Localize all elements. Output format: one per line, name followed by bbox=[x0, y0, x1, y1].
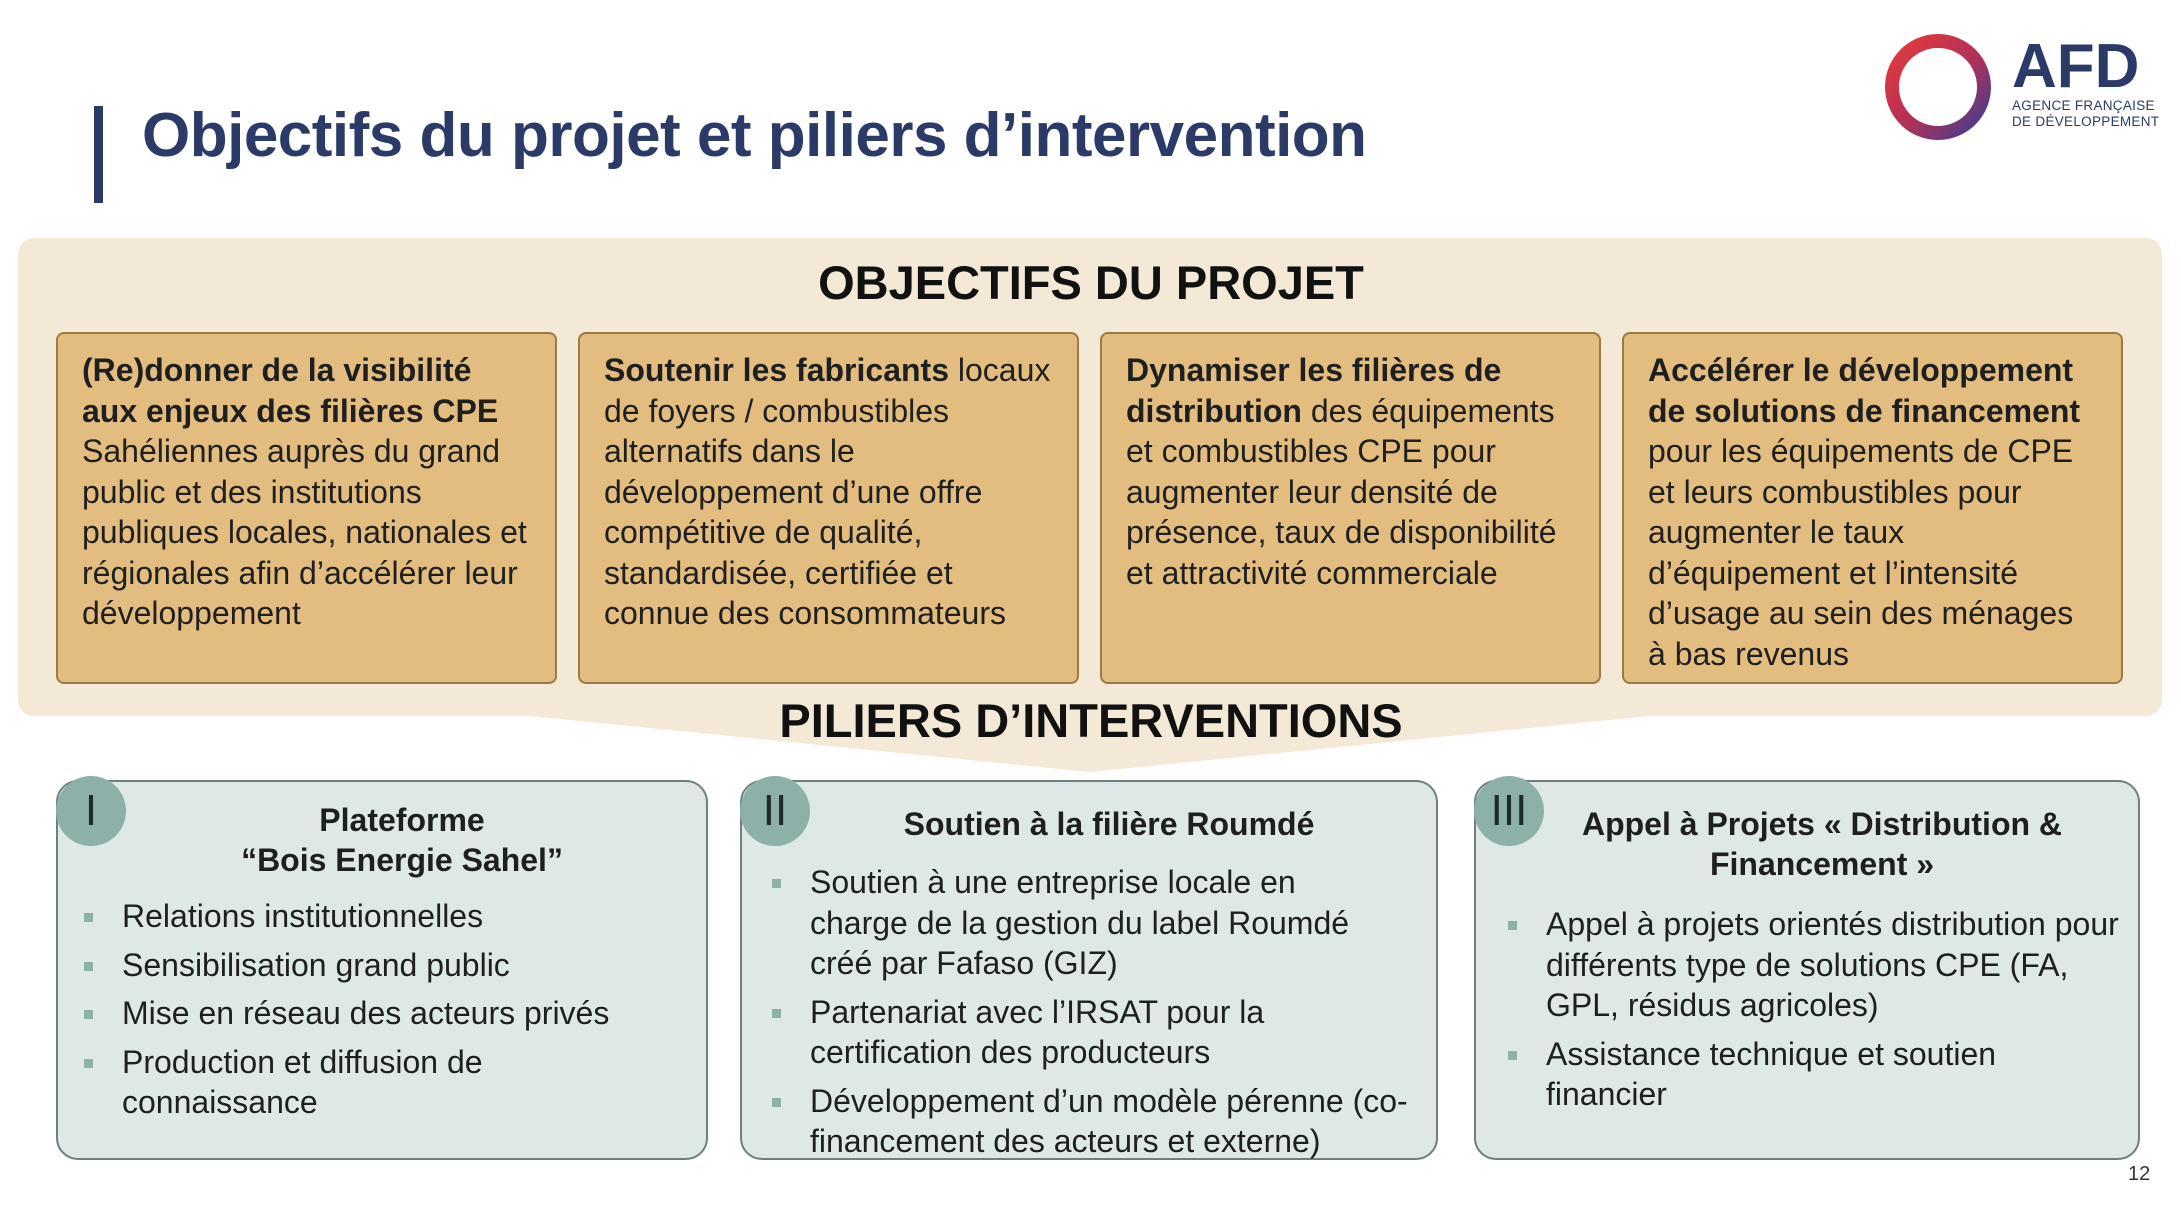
objectives-heading: OBJECTIFS DU PROJET bbox=[818, 256, 1364, 309]
pillar-3-number: III bbox=[1474, 776, 1544, 846]
list-item: Sensibilisation grand public bbox=[84, 945, 684, 986]
afd-logo bbox=[1880, 30, 2170, 145]
pillar-card-2 bbox=[740, 780, 1438, 1160]
pillar-3-list bbox=[1508, 904, 2128, 1123]
objective-2-text: locaux de foyers / combustibles alternatifs dans le développement d’une offre compétitive de qualité, standardisée, certifiée et connue des consommateurs bbox=[604, 352, 1051, 631]
pillar-1-title bbox=[118, 800, 686, 880]
afd-ring-icon bbox=[1880, 30, 2000, 145]
logo-name: AFD bbox=[2012, 32, 2140, 101]
pillar-1-title-line2: “Bois Energie Sahel” bbox=[241, 842, 563, 878]
objective-3-text: des équipements et combustibles CPE pour augmenter leur densité de présence, taux de disponibilité et attractivité commerciale bbox=[1126, 392, 1557, 591]
pillar-2-title bbox=[802, 804, 1416, 844]
title-accent-bar bbox=[94, 106, 103, 203]
list-item: Partenariat avec l’IRSAT pour la certification des producteurs bbox=[772, 992, 1370, 1073]
objective-1-text: Sahéliennes auprès du grand public et des institutions publiques locales, nationales et régionales afin d’accélérer leur développement bbox=[82, 433, 527, 631]
objective-3-bold: Dynamiser les filières de distribution bbox=[1126, 352, 1502, 429]
pillars-heading: PILIERS D’INTERVENTIONS bbox=[779, 694, 1403, 747]
list-item: Production et diffusion de connaissance bbox=[84, 1042, 542, 1123]
logo-subtitle-2: DE DÉVELOPPEMENT bbox=[2012, 114, 2160, 129]
list-item: Soutien à une entreprise locale en charge de la gestion du label Roumdé créé par Fafaso (GIZ) bbox=[772, 862, 1390, 984]
list-item: Relations institutionnelles bbox=[84, 896, 684, 937]
objective-2-bold: Soutenir les fabricants bbox=[604, 352, 949, 388]
objective-card-4 bbox=[1622, 332, 2123, 684]
pillar-1-title-line1: Plateforme bbox=[319, 802, 485, 838]
pillar-3-title-line2: Financement » bbox=[1709, 846, 1935, 882]
list-item: Assistance technique et soutien financier bbox=[1508, 1034, 2066, 1115]
pillar-3-title-line1: Appel à Projets « Distribution & bbox=[1581, 806, 2063, 842]
pillar-1-number: I bbox=[56, 776, 126, 846]
list-item: Développement d’un modèle pérenne (co-financement des acteurs et externe) bbox=[772, 1081, 1440, 1162]
page-number: 12 bbox=[2128, 1163, 2151, 1185]
pillar-2-title-line1: Soutien à la filière Roumdé bbox=[903, 806, 1315, 842]
list-item: Appel à projets orientés distribution pour différents type de solutions CPE (FA, GPL, résidus agricoles) bbox=[1508, 904, 2136, 1026]
pillar-card-1 bbox=[56, 780, 708, 1160]
objective-card-2 bbox=[578, 332, 1079, 684]
pillar-1-list bbox=[84, 896, 684, 1131]
list-item: Mise en réseau des acteurs privés bbox=[84, 993, 684, 1034]
logo-subtitle-1: AGENCE FRANÇAISE bbox=[2012, 98, 2155, 113]
objective-4-text: pour les équipements de CPE et leurs combustibles pour augmenter le taux d’équipement et l’intensité d’usage au sein des ménages à bas revenus bbox=[1648, 433, 2074, 672]
objective-4-bold: Accélérer le développement de solutions de financement bbox=[1648, 352, 2081, 429]
objective-card-1 bbox=[56, 332, 557, 684]
objective-card-3 bbox=[1100, 332, 1601, 684]
pillar-3-title bbox=[1536, 804, 2108, 884]
pillar-2-number: II bbox=[740, 776, 810, 846]
pillar-2-list bbox=[772, 862, 1422, 1170]
page-title: Objectifs du projet et piliers d’intervention bbox=[142, 101, 1367, 170]
pillar-card-3 bbox=[1474, 780, 2140, 1160]
objective-1-bold: (Re)donner de la visibilité aux enjeux des filières CPE bbox=[82, 352, 499, 429]
